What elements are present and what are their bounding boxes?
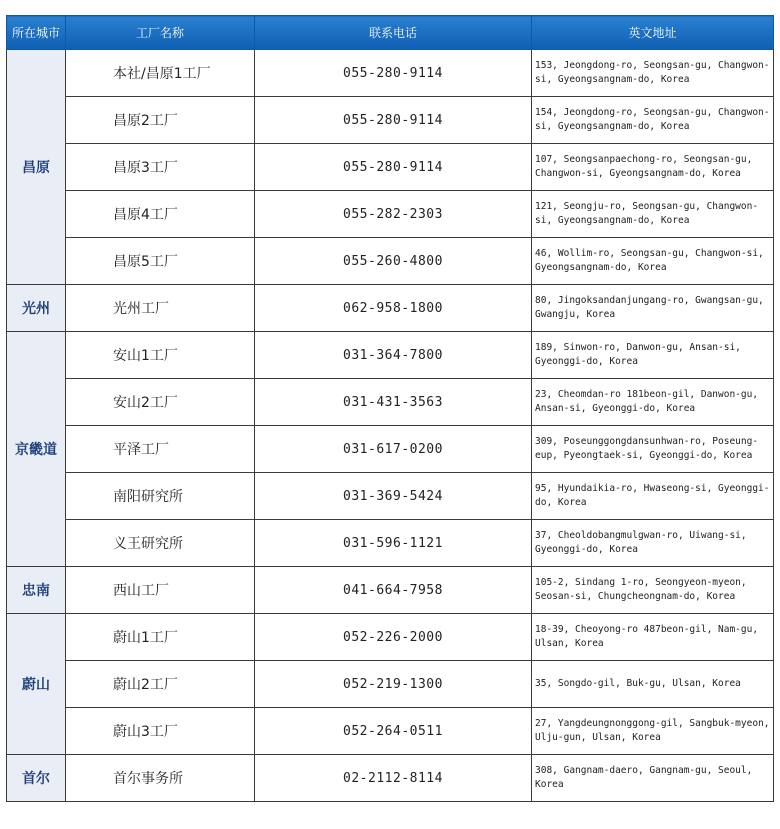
address-cell [532,332,774,379]
address-cell [532,285,774,332]
factory-name: 平泽工厂 [66,426,255,473]
factory-name: 义王研究所 [66,520,255,567]
factory-name: 昌原4工厂 [66,191,255,238]
address-cell [532,144,774,191]
address-cell [532,473,774,520]
address-text: 105-2, Sindang 1-ro, Seongyeon-myeon, Seosan-si, Chungcheongnam-do, Korea [535,577,747,602]
factory-name: 昌原5工厂 [66,238,255,285]
city-cell: 昌原 [7,50,66,285]
header-phone: 联系电话 [255,16,532,50]
header-address: 英文地址 [532,16,774,50]
address-cell [532,614,774,661]
factory-name: 昌原2工厂 [66,97,255,144]
address-cell [532,520,774,567]
phone-number: 031-369-5424 [255,473,532,520]
phone-number: 062-958-1800 [255,285,532,332]
phone-number: 055-280-9114 [255,144,532,191]
table-row [7,285,774,332]
address-text: 309, Poseunggongdansunhwan-ro, Poseung-eup, Pyeongtaek-si, Gyeonggi-do, Korea [535,436,759,461]
header-city: 所在城市 [7,16,66,50]
table-row [7,50,774,97]
table-row [7,708,774,755]
city-cell: 蔚山 [7,614,66,755]
address-cell [532,379,774,426]
table-row [7,191,774,238]
address-cell [532,191,774,238]
phone-number: 031-364-7800 [255,332,532,379]
table-header [7,16,774,50]
table-row [7,755,774,802]
header-factory-name: 工厂名称 [66,16,255,50]
factory-name: 蔚山3工厂 [66,708,255,755]
factory-name: 南阳研究所 [66,473,255,520]
phone-number: 052-264-0511 [255,708,532,755]
table-row [7,614,774,661]
table-body [7,50,774,802]
table-row [7,332,774,379]
address-cell [532,97,774,144]
address-cell [532,708,774,755]
address-cell [532,661,774,708]
factory-name: 蔚山2工厂 [66,661,255,708]
address-cell [532,567,774,614]
table-row [7,379,774,426]
address-text: 46, Wollim-ro, Seongsan-gu, Changwon-si, Gyeongsangnam-do, Korea [535,248,764,273]
address-cell [532,426,774,473]
table-row [7,567,774,614]
city-cell: 忠南 [7,567,66,614]
city-cell: 京畿道 [7,332,66,567]
phone-number: 041-664-7958 [255,567,532,614]
address-text: 35, Songdo-gil, Buk-gu, Ulsan, Korea [535,678,741,689]
phone-number: 02-2112-8114 [255,755,532,802]
address-text: 153, Jeongdong-ro, Seongsan-gu, Changwon-si, Gyeongsangnam-do, Korea [535,60,770,85]
table-row [7,661,774,708]
factory-name: 安山2工厂 [66,379,255,426]
phone-number: 052-226-2000 [255,614,532,661]
factory-name: 首尔事务所 [66,755,255,802]
address-text: 27, Yangdeungnonggong-gil, Sangbuk-myeon, Ulju-gun, Ulsan, Korea [535,718,770,743]
header-row [7,16,774,50]
phone-number: 055-260-4800 [255,238,532,285]
factory-name: 安山1工厂 [66,332,255,379]
factory-name: 西山工厂 [66,567,255,614]
address-cell [532,755,774,802]
city-cell: 光州 [7,285,66,332]
table-row [7,238,774,285]
address-text: 18-39, Cheoyong-ro 487beon-gil, Nam-gu, Ulsan, Korea [535,624,759,649]
factory-name: 光州工厂 [66,285,255,332]
table-row [7,426,774,473]
table-row [7,520,774,567]
factory-table [6,15,774,802]
table-row [7,144,774,191]
address-text: 107, Seongsanpaechong-ro, Seongsan-gu, Changwon-si, Gyeongsangnam-do, Korea [535,154,753,179]
table-row [7,473,774,520]
address-text: 121, Seongju-ro, Seongsan-gu, Changwon-si, Gyeongsangnam-do, Korea [535,201,759,226]
phone-number: 031-617-0200 [255,426,532,473]
phone-number: 055-280-9114 [255,50,532,97]
factory-name: 本社/昌原1工厂 [66,50,255,97]
phone-number: 052-219-1300 [255,661,532,708]
address-text: 154, Jeongdong-ro, Seongsan-gu, Changwon-si, Gyeongsangnam-do, Korea [535,107,770,132]
address-text: 23, Cheomdan-ro 181beon-gil, Danwon-gu, Ansan-si, Gyeonggi-do, Korea [535,389,759,414]
phone-number: 055-282-2303 [255,191,532,238]
factory-name: 昌原3工厂 [66,144,255,191]
address-text: 80, Jingoksandanjungang-ro, Gwangsan-gu, Gwangju, Korea [535,295,764,320]
city-cell: 首尔 [7,755,66,802]
factory-directory [6,15,774,802]
address-text: 37, Cheoldobangmulgwan-ro, Uiwang-si, Gyeonggi-do, Korea [535,530,747,555]
address-text: 308, Gangnam-daero, Gangnam-gu, Seoul, Korea [535,765,753,790]
address-text: 189, Sinwon-ro, Danwon-gu, Ansan-si, Gyeonggi-do, Korea [535,342,741,367]
phone-number: 055-280-9114 [255,97,532,144]
table-row [7,97,774,144]
phone-number: 031-596-1121 [255,520,532,567]
address-cell [532,50,774,97]
address-cell [532,238,774,285]
address-text: 95, Hyundaikia-ro, Hwaseong-si, Gyeonggi-do, Korea [535,483,770,508]
phone-number: 031-431-3563 [255,379,532,426]
factory-name: 蔚山1工厂 [66,614,255,661]
